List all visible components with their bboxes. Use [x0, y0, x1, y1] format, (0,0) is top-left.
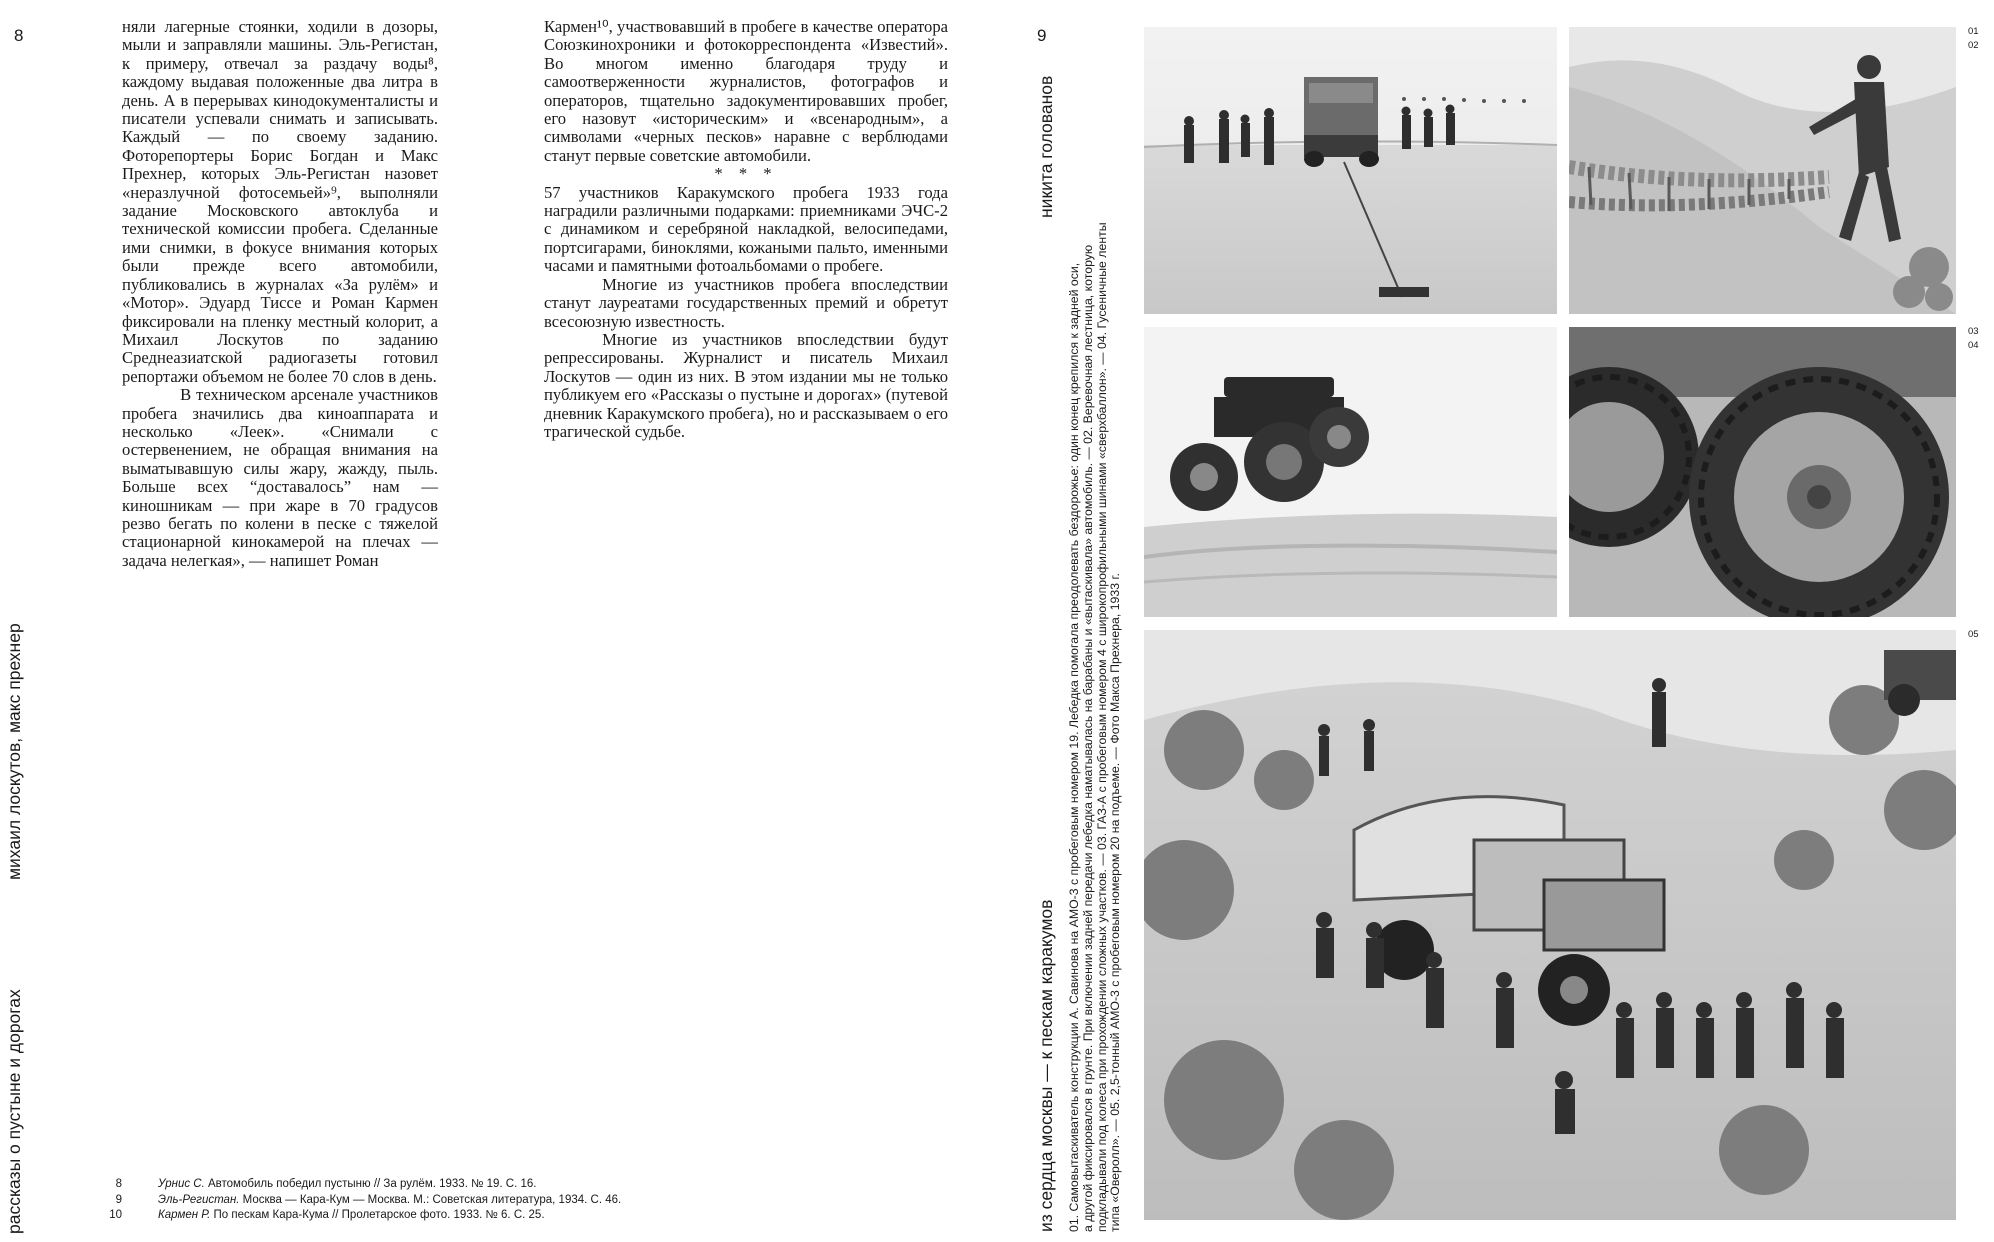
footnote: [0, 1193, 900, 1209]
paragraph: Кармен¹⁰, участвовавший в пробеге в качестве оператора Союзкинохроники и фотокорреспондента «Известий». Во многом именно благодаря труду и самоотверженности журналистов, фотографов и операторов, тщательно задокументировавших пробег, его назовут «историческим» и «всенародным», а символами «черных песков» наравне с верблюдами станут первые советские автомобили.: [544, 17, 948, 165]
photo-04-tracks: [1569, 327, 1956, 617]
photo-tag-02: 02: [1968, 40, 1979, 51]
photo-tag-04: 04: [1968, 340, 1979, 351]
page-number-left: 8: [14, 26, 24, 45]
photo-tag-03: 03: [1968, 326, 1979, 337]
photo-caption-text: [1068, 222, 1123, 1232]
footnote: [0, 1208, 900, 1224]
footnote-number: 10: [109, 1209, 122, 1221]
photo-02-rope-ladder: [1569, 27, 1956, 314]
caption-line: типа «Оверолл». — 05. 2,5-тонный АМО-3 с пробеговым номером 20 на подъеме. — Фото Макса Прехнера, 1933 г.: [1108, 573, 1123, 1232]
photo-05-amo3-climb: [1144, 630, 1956, 1220]
photo-tag-05: 05: [1968, 629, 1979, 640]
photo-tag-01: 01: [1968, 26, 1979, 37]
running-head-title: рассказы о пустыне и дорогах: [4, 989, 24, 1234]
footnote: [0, 1177, 900, 1193]
footnotes: [0, 1177, 900, 1227]
footnote-number: 8: [115, 1178, 122, 1190]
paragraph: 57 участников Каракумского пробега 1933 года наградили различными подарками: приемниками ЭЧС-2 с динамиком и серебряной накладкой, велосипедами, портсигарами, биноклями, кожаными пальто, именными часами и памятными фотоальбомами о пробеге.: [544, 182, 948, 276]
footnote-text: [158, 1193, 621, 1209]
footnote-author: Эль-Регистан.: [158, 1193, 240, 1206]
caption-line: 01. Самовытаскиватель конструкции А. Савинова на АМО-3 с пробеговым номером 19. Лебедка помогала преодолевать бездорожье: один конец крепился к задней оси,: [1067, 262, 1081, 1232]
paragraph: Многие из участников впоследствии будут репрессированы. Журналист и писатель Михаил Лоскутов — один из них. В этом издании мы не только публикуем его «Рассказы о пустыне и дорогах» (путевой дневник Каракумского пробега), но и рассказываем о его трагической судьбе.: [544, 329, 948, 441]
caption-line: подкладывали под колеса при прохождении сложных участков. — 03. ГАЗ-А с пробеговым номером 4 с широкопрофильными шинами «сверхбаллон». — 04. Гусеничные ленты: [1094, 222, 1109, 1232]
paragraph: няли лагерные стоянки, ходили в дозоры, мыли и заправляли машины. Эль-Регистан, к примеру, отвечал за раздачу воды⁸, каждому выдавая положенные два литра в день. А в перерывах кинодокументалисты и писатели успевали снимать и записывать. Каждый — по своему заданию. Фоторепортеры Борис Богдан и Макс Прехнер, которых Эль-Регистан назовет «неразлучной фотосемьей»⁹, выполняли задание Московского автоклуба и технической комиссии пробега. Сделанные ими снимки, в фокусе внимания которых были прежде всего автомобили, публиковались в журналах «За рулём» и «Мотор». Эдуард Тиссе и Роман Кармен фиксировали на пленку местный колорит, а Михаил Лоскутов по заданию Среднеазиатской радиогазеты готовил репортажи объемом не более 70 слов в день.: [122, 17, 438, 386]
photo-03-gaz-a: [1144, 327, 1557, 617]
running-head-author-right: никита голованов: [1036, 75, 1056, 218]
section-divider: * * *: [714, 164, 778, 184]
footnote-author: Урнис С.: [158, 1178, 205, 1190]
footnote-source: По пескам Кара-Кума // Пролетарское фото. 1933. № 6. С. 25.: [210, 1209, 545, 1221]
footnote-number: 9: [115, 1193, 122, 1206]
page-number-right: 9: [1037, 26, 1047, 45]
footnote-text: [158, 1177, 536, 1193]
footnote-source: Москва — Кара-Кум — Москва. М.: Советская литература, 1934. С. 46.: [239, 1193, 622, 1206]
footnote-author: Кармен Р.: [158, 1209, 211, 1221]
caption-line: а другой фиксировался в грунте. При включении задней передачи лебедка наматывалась на барабаны и «вытаскивала» автомобиль. — 02. Веревочная лестница, которую: [1080, 244, 1095, 1232]
running-head-author: михаил лоскутов, макс прехнер: [4, 623, 24, 880]
text-column-1: [122, 18, 438, 570]
running-head-title-right: из сердца москвы — к пескам каракумов: [1036, 899, 1056, 1232]
paragraph: В техническом арсенале участников пробега значились два киноаппарата и несколько «Леек». «Снимали с остервенением, не обращая внимания на выматывавшую силы жару, жажду, пыль. Больше всех “доставалось” нам — киношникам — при жаре в 70 градусов резво бегать по колени в песке с тяжелой стационарной кинокамерой на плечах — задача нелегкая», — напишет Роман: [122, 385, 438, 570]
text-column-2: [544, 18, 948, 441]
footnote-text: [158, 1208, 545, 1224]
photo-01-winch-truck: [1144, 27, 1557, 314]
footnote-source: Автомобиль победил пустыню // За рулём. 1933. № 19. С. 16.: [204, 1178, 537, 1190]
paragraph: Многие из участников пробега впоследствии станут лауреатами государственных премий и обретут всесоюзную известность.: [544, 274, 948, 331]
